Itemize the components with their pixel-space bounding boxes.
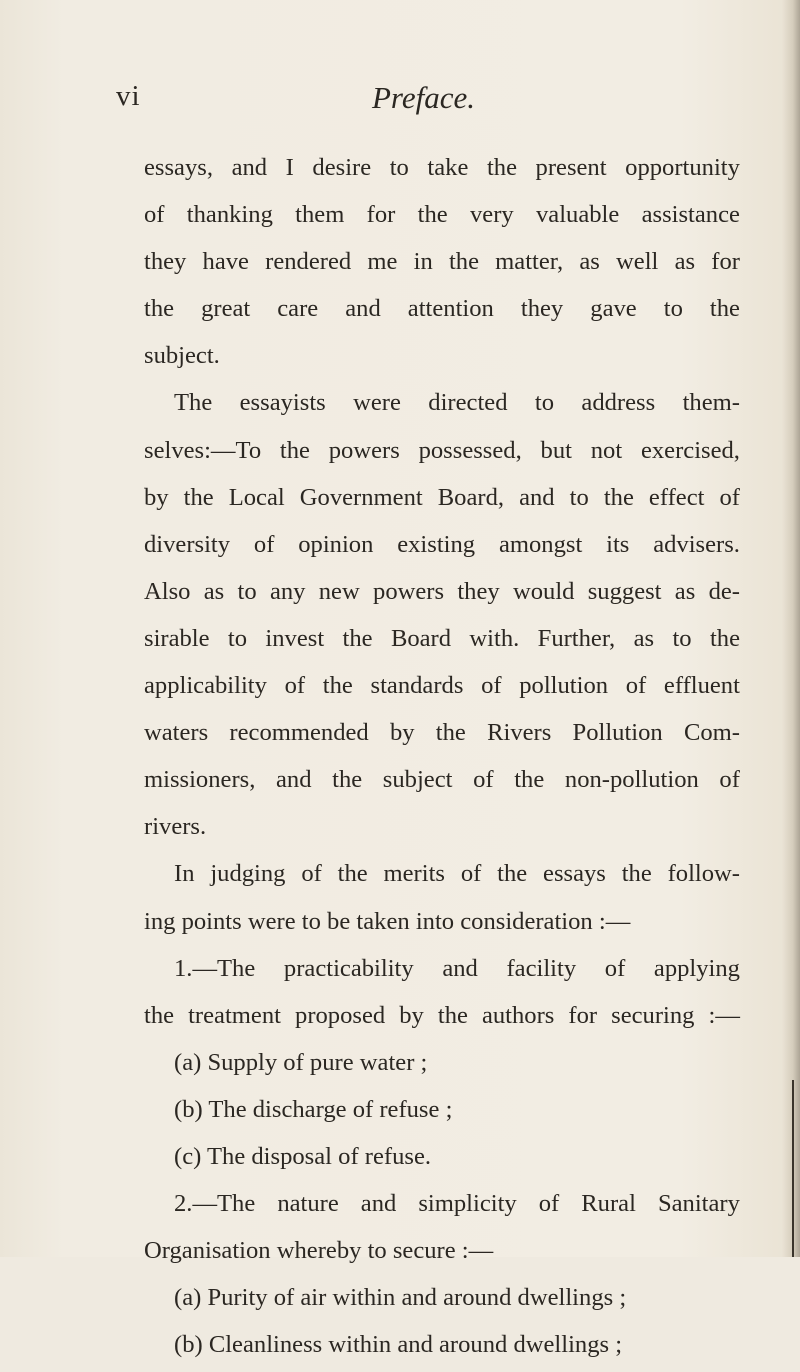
word: Government (299, 483, 423, 511)
word: they (144, 248, 187, 276)
word: the (709, 624, 740, 652)
word: directed (428, 389, 508, 417)
word: by (389, 719, 415, 747)
word: the (603, 483, 634, 511)
page-header (116, 80, 756, 120)
word: 2.—The (174, 1190, 256, 1218)
word: with. (469, 624, 520, 652)
word: suggest (587, 577, 662, 605)
word: Further, (537, 624, 616, 652)
word: of (481, 672, 502, 700)
word: invest (265, 624, 325, 652)
text-line (144, 383, 740, 430)
word: valuable (535, 201, 620, 229)
word: for (568, 1001, 598, 1029)
text-line: subject. (144, 342, 220, 370)
word: Sanitary (657, 1190, 740, 1218)
word: to (237, 577, 257, 605)
word: effluent (663, 672, 740, 700)
word: applicability (144, 672, 267, 700)
word: the (183, 483, 214, 511)
word: facility (506, 954, 577, 982)
word: effect (648, 483, 705, 511)
word: and (519, 483, 555, 511)
word: amongst (498, 530, 583, 558)
word: of (625, 672, 647, 700)
word: to (227, 624, 248, 652)
word: opinion (298, 530, 374, 558)
text-line (144, 289, 740, 336)
word: but (540, 436, 572, 464)
text-line: (c) The disposal of refuse. (174, 1142, 432, 1170)
word: the (497, 860, 528, 888)
word: the (621, 860, 652, 888)
word: pollution (519, 672, 609, 700)
word: the (486, 154, 517, 181)
body-text (144, 148, 740, 1372)
text-line (144, 431, 740, 478)
word: desire (312, 154, 372, 181)
word: The (174, 389, 213, 417)
word: the (417, 201, 448, 229)
word: and (442, 954, 478, 982)
word: treatment (188, 1001, 281, 1029)
word: Also (144, 577, 191, 605)
word: to (663, 295, 683, 323)
word: recommended (229, 719, 369, 747)
word: of (284, 672, 306, 700)
word: simplicity (418, 1190, 517, 1218)
text-line (144, 525, 740, 572)
word: judging (210, 860, 286, 888)
text-line (144, 148, 740, 195)
word: of (460, 860, 482, 888)
text-line (144, 478, 740, 525)
word: nature (277, 1190, 339, 1218)
word: the (322, 672, 353, 700)
word: Com- (683, 719, 740, 747)
text-line (144, 572, 740, 619)
word: 1.—The (174, 954, 256, 982)
word: applying (653, 954, 740, 982)
running-title: Preface. (372, 80, 475, 115)
text-line (144, 195, 740, 242)
word: to (389, 154, 409, 181)
word: me (367, 248, 398, 276)
page-edge-line (792, 1080, 794, 1257)
word: de- (708, 577, 740, 605)
text-line: ing points were to be taken into consideration :— (144, 907, 631, 935)
word: for (366, 201, 396, 229)
page-edge-shadow (782, 0, 800, 1257)
word: of (719, 766, 740, 794)
word: essays (543, 860, 606, 888)
word: they (520, 295, 564, 323)
word: and (360, 1190, 397, 1218)
word: as (674, 577, 696, 605)
word: advisers. (653, 530, 740, 558)
word: attention (407, 295, 494, 323)
word: the (437, 1001, 468, 1029)
word: not (590, 436, 623, 464)
word: as (579, 248, 600, 276)
text-line: Organisation whereby to secure :— (144, 1237, 494, 1265)
word: sirable (144, 624, 210, 652)
word: the (144, 1001, 175, 1029)
text-line (144, 854, 740, 901)
word: in (413, 248, 433, 276)
word: its (606, 530, 630, 558)
word: subject (382, 766, 453, 794)
word: of (253, 530, 275, 558)
word: them- (682, 389, 740, 417)
word: the (337, 860, 368, 888)
word: of (301, 860, 322, 888)
word: existing (397, 530, 476, 558)
word: to (534, 389, 555, 417)
word: In (174, 860, 195, 888)
text-line: rivers. (144, 813, 207, 841)
word: great (201, 295, 251, 323)
word: merits (383, 860, 445, 888)
text-line: (a) Supply of pure water ; (174, 1048, 428, 1076)
word: were (353, 389, 401, 417)
word: follow- (667, 860, 740, 888)
word: as (674, 248, 696, 276)
word: Local (228, 483, 285, 511)
text-line: (b) The discharge of refuse ; (174, 1095, 453, 1123)
word: the (144, 295, 175, 323)
word: well (616, 248, 659, 276)
word: gave (590, 295, 637, 323)
word: to (672, 624, 692, 652)
word: of (144, 201, 165, 229)
text-line (144, 666, 740, 713)
word: as (633, 624, 655, 652)
word: for (711, 248, 740, 276)
word: of (604, 954, 626, 982)
word: and (345, 295, 381, 323)
text-line (144, 242, 740, 289)
word: take (427, 154, 469, 181)
word: opportunity (625, 154, 740, 181)
word: matter, (495, 248, 564, 276)
word: new (318, 577, 360, 605)
word: care (277, 295, 319, 323)
word: Rivers (487, 719, 552, 747)
word: proposed (295, 1001, 386, 1029)
word: selves:—To (144, 436, 262, 464)
word: exercised, (640, 436, 740, 464)
word: diversity (144, 530, 231, 558)
word: the (709, 295, 740, 323)
word: the (448, 248, 479, 276)
word: waters (144, 719, 209, 747)
word: and (275, 766, 312, 794)
word: authors (481, 1001, 555, 1029)
word: address (581, 389, 656, 417)
word: of (473, 766, 494, 794)
word: would (512, 577, 575, 605)
word: the (279, 436, 310, 464)
text-line (144, 996, 740, 1043)
word: possessed, (418, 436, 522, 464)
page-number: vi (116, 80, 141, 112)
word: Board (390, 624, 452, 652)
word: as (203, 577, 225, 605)
word: the (514, 766, 545, 794)
word: and (231, 154, 268, 181)
word: Rural (581, 1190, 636, 1218)
word: by (399, 1001, 424, 1029)
word: powers (373, 577, 445, 605)
word: the (435, 719, 466, 747)
text-line: (a) Purity of air within and around dwellings ; (174, 1284, 627, 1312)
word: practicability (283, 954, 414, 982)
word: non-pollution (564, 766, 699, 794)
word: the (342, 624, 373, 652)
word: of (538, 1190, 560, 1218)
text-line: (b) Cleanliness within and around dwellings ; (174, 1331, 623, 1359)
text-line (144, 1184, 740, 1231)
word: assistance (641, 201, 740, 229)
word: any (269, 577, 306, 605)
word: thanking (186, 201, 273, 229)
word: Board, (437, 483, 505, 511)
word: to (569, 483, 589, 511)
word: the (332, 766, 363, 794)
word: :— (708, 1001, 740, 1029)
text-line (144, 949, 740, 996)
word: essayists (239, 389, 326, 417)
word: securing (611, 1001, 695, 1029)
word: missioners, (144, 766, 256, 794)
word: standards (370, 672, 464, 700)
word: essays, (144, 154, 213, 181)
text-line (144, 713, 740, 760)
word: of (719, 483, 740, 511)
word: I (285, 154, 294, 181)
word: by (144, 483, 169, 511)
word: powers (328, 436, 400, 464)
word: have (202, 248, 249, 276)
word: they (457, 577, 500, 605)
word: rendered (265, 248, 352, 276)
word: very (469, 201, 514, 229)
word: Pollution (572, 719, 663, 747)
text-line (144, 760, 740, 807)
word: present (535, 154, 607, 181)
text-line (144, 619, 740, 666)
word: them (295, 201, 345, 229)
